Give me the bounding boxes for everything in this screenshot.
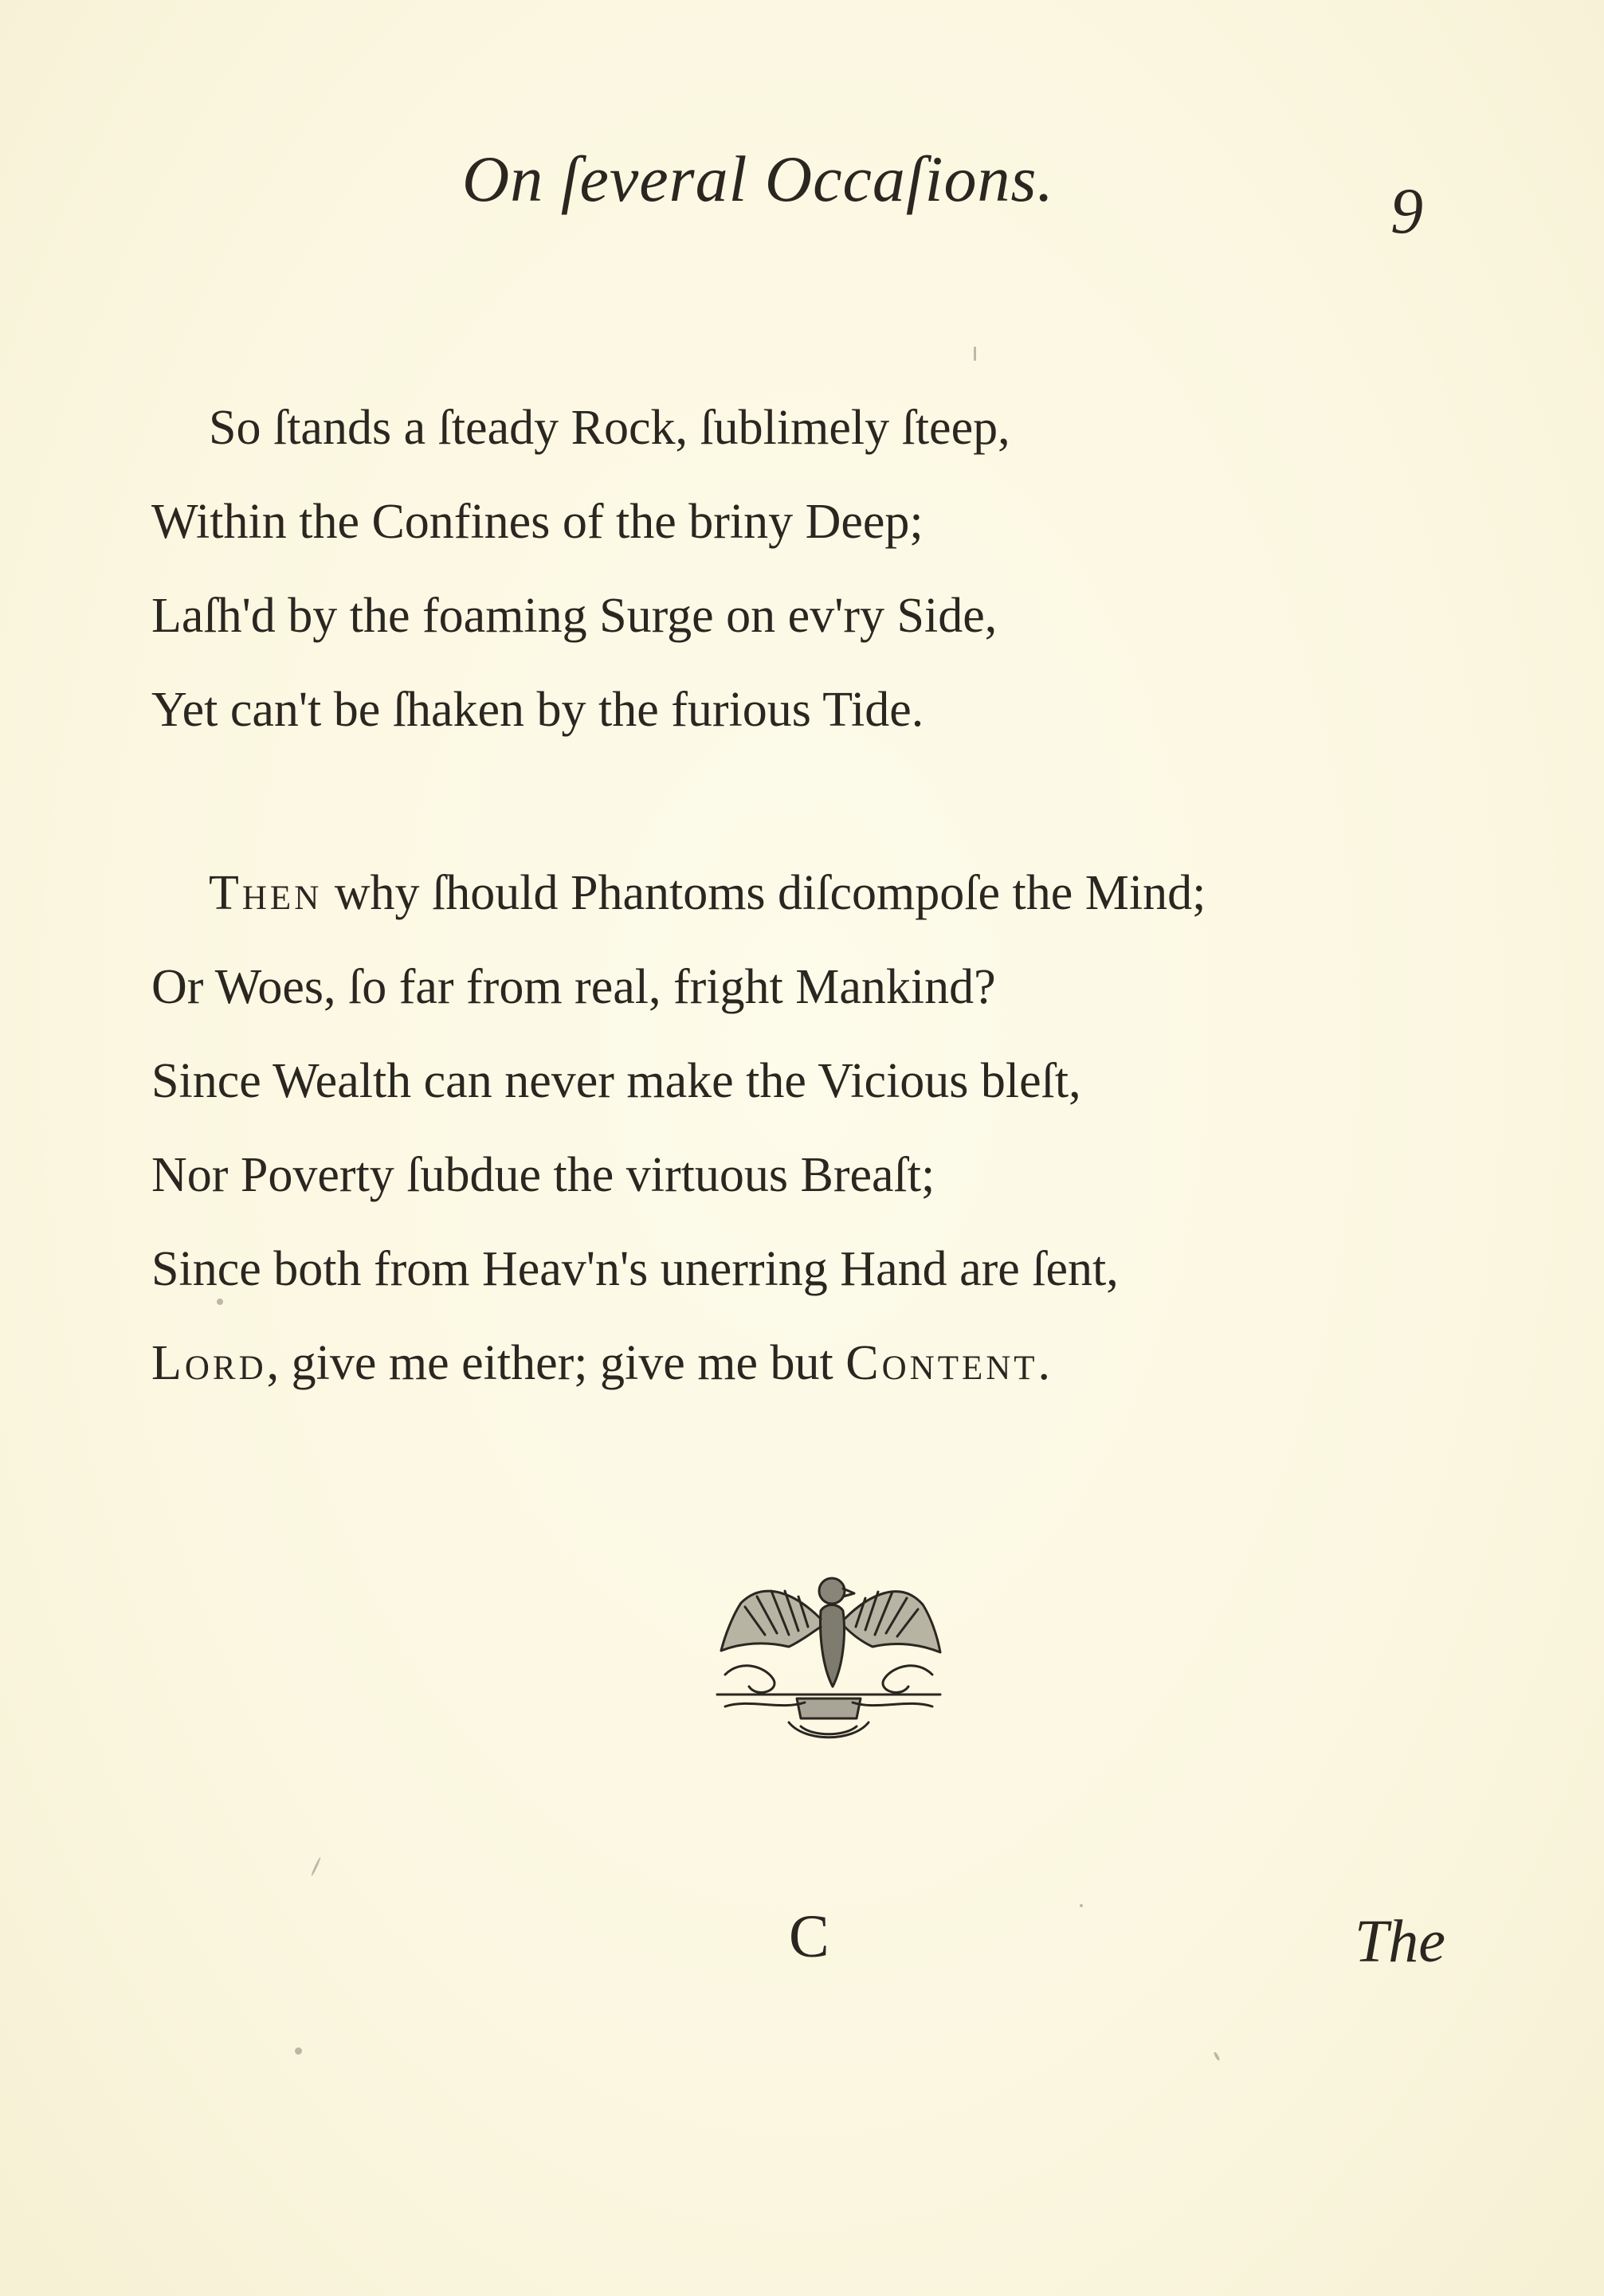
page-number: 9 — [1390, 174, 1423, 247]
poem-line — [151, 846, 1206, 940]
catchword: The — [1355, 1908, 1445, 1975]
paper-speck — [295, 2047, 302, 2055]
line-text: why ſhould Phantoms diſcompoſe the Mind; — [322, 866, 1206, 920]
paper-speck — [974, 347, 976, 361]
poem-line: Laſh'd by the foaming Surge on ev'ry Side, — [151, 589, 998, 643]
line-text: , give me either; give me but — [266, 1336, 846, 1390]
paper-speck — [217, 1299, 223, 1305]
poem-line: Since both from Heav'n's unerring Hand are ſent, — [151, 1242, 1119, 1296]
running-title: On ſeveral Occaſions. — [462, 143, 1054, 215]
poem-line: Nor Poverty ſubdue the virtuous Breaſt; — [151, 1148, 935, 1202]
poem-line: Yet can't be ſhaken by the furious Tide. — [151, 683, 924, 737]
poem-line — [151, 1316, 1206, 1410]
small-caps-word: Then — [209, 866, 323, 920]
poem-line: Within the Confines of the briny Deep; — [151, 495, 924, 549]
paper-speck — [1213, 2051, 1220, 2061]
small-caps-word: Content — [845, 1336, 1038, 1390]
paper-speck — [1080, 1904, 1083, 1907]
signature-mark: C — [789, 1903, 829, 1970]
eagle-vignette-icon — [709, 1547, 948, 1754]
poem-line: Or Woes, ſo far from real, fright Mankind? — [151, 960, 996, 1014]
line-text: . — [1037, 1336, 1051, 1390]
stanza-1 — [151, 381, 1010, 757]
stanza-2 — [151, 846, 1206, 1410]
small-caps-word: Lord — [151, 1336, 267, 1390]
paper-speck — [311, 1857, 322, 1877]
poem-line: So ſtands a ſteady Rock, ſublimely ſteep, — [209, 401, 1010, 455]
poem-line: Since Wealth can never make the Vicious bleſt, — [151, 1054, 1081, 1108]
